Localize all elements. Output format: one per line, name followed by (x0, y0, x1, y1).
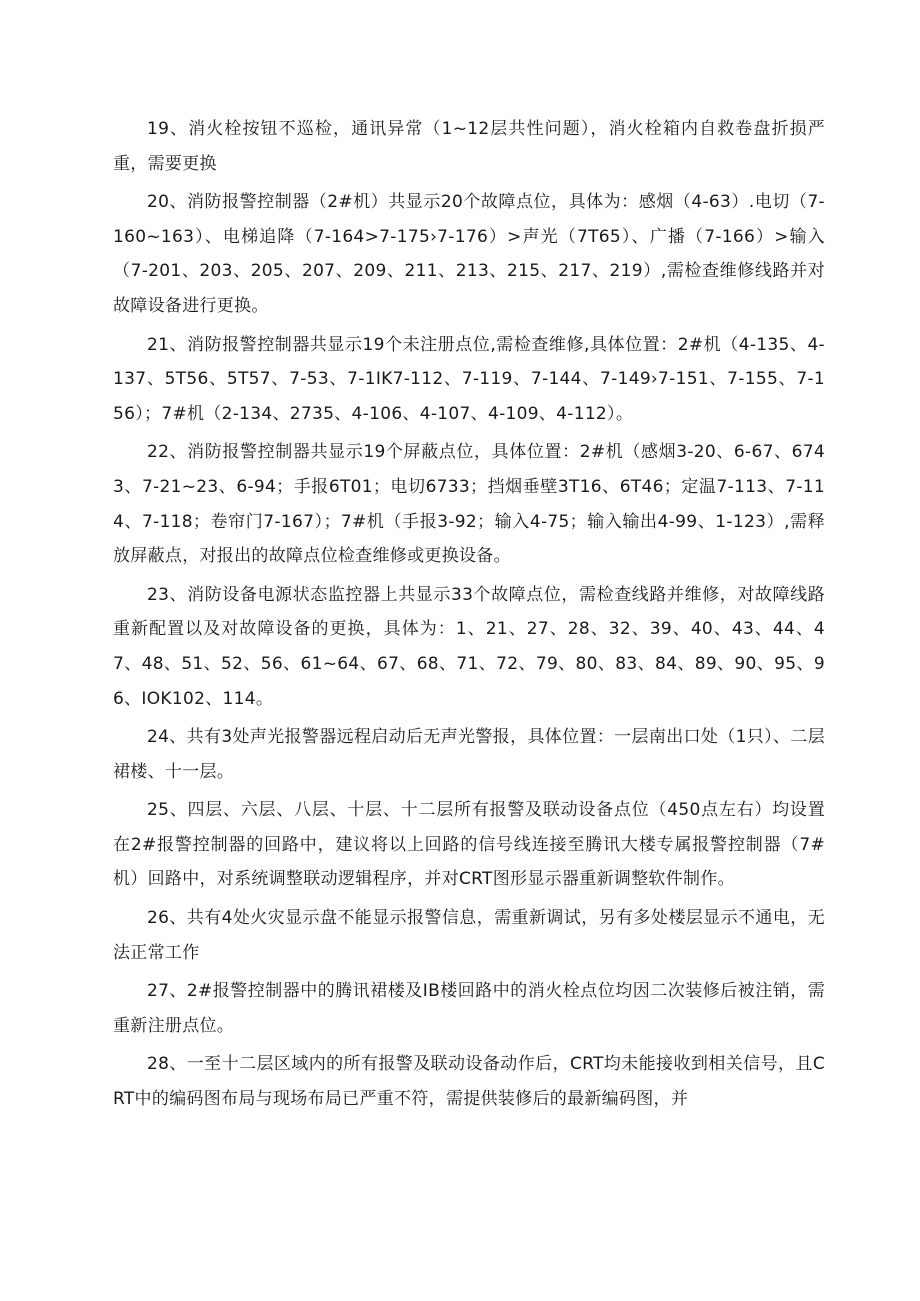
paragraph-item-19: 19、消火栓按钮不巡检，通讯异常（1~12层共性问题），消火栓箱内自救卷盘折损严重，需要更换 (113, 119, 825, 174)
paragraph-item-24: 24、共有3处声光报警器远程启动后无声光警报，具体位置：一层南出口处（1只）、二层裙楼、十一层。 (113, 727, 825, 782)
paragraph-item-21: 21、消防报警控制器共显示19个未注册点位,需检查维修,具体位置：2#机（4-135、4-137、5T56、5T57、7-53、7-1IK7-112、7-119、7-144、7-149›7-151、7-155、7-156）；7#机（2-134、2735、4-106、4-107、4-109、4-112）。 (113, 334, 825, 424)
paragraph-item-23: 23、消防设备电源状态监控器上共显示33个故障点位，需检查线路并维修，对故障线路重新配置以及对故障设备的更换，具体为：1、21、27、28、32、39、40、43、44、47、48、51、52、56、61~64、67、68、71、72、79、80、83、84、89、90、95、96、IOK102、114。 (113, 584, 825, 709)
document-body (113, 112, 825, 1121)
paragraph-item-20: 20、消防报警控制器（2#机）共显示20个故障点位，具体为：感烟（4-63）.电切（7-160~163）、电梯追降（7-164>7-175›7-176）>声光（7T65）、广播（7-166）>输入（7-201、203、205、207、209、211、213、215、217、219）,需检查维修线路并对故障设备进行更换。 (113, 192, 825, 316)
paragraph-item-25: 25、四层、六层、八层、十层、十二层所有报警及联动设备点位（450点左右）均设置在2#报警控制器的回路中，建议将以上回路的信号线连接至腾讯大楼专属报警控制器（7#机）回路中，对系统调整联动逻辑程序，并对CRT图形显示器重新调整软件制作。 (113, 800, 825, 890)
paragraph-item-22: 22、消防报警控制器共显示19个屏蔽点位，具体位置：2#机（感烟3-20、6-67、6743、7-21~23、6-94；手报6T01；电切6733；挡烟垂壁3T16、6T46；定温7-113、7-114、7-118；卷帘门7-167）；7#机（手报3-92；输入4-75；输入输出4-99、1-123）,需释放屏蔽点，对报出的故障点位检查维修或更换设备。 (113, 442, 825, 567)
paragraph-item-26: 26、共有4处火灾显示盘不能显示报警信息，需重新调试，另有多处楼层显示不通电，无法正常工作 (113, 908, 825, 963)
paragraph-item-27: 27、2#报警控制器中的腾讯裙楼及IB楼回路中的消火栓点位均因二次装修后被注销，需重新注册点位。 (113, 981, 825, 1036)
paragraph-item-28: 28、一至十二层区域内的所有报警及联动设备动作后，CRT均未能接收到相关信号，且CRT中的编码图布局与现场布局已严重不符，需提供装修后的最新编码图，并 (113, 1054, 825, 1110)
